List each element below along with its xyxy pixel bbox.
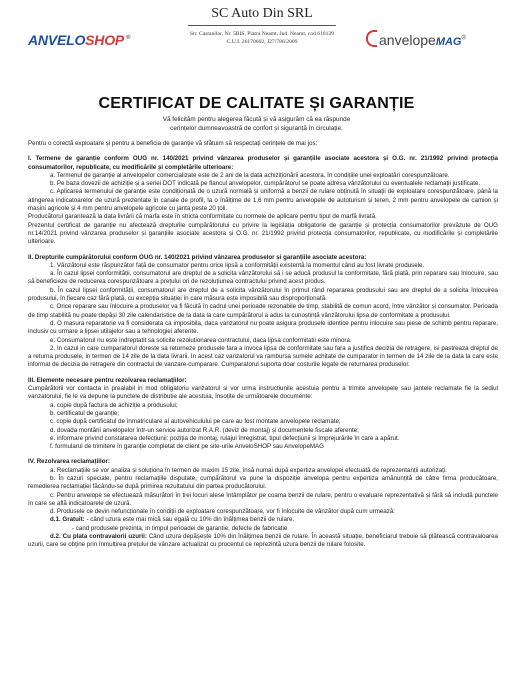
logo-right-accent: MAG [435, 36, 462, 48]
d2-label: d.2. Cu plata contravalorii uzurii: [50, 533, 147, 541]
subtitle-line-1: Vă felicităm pentru alegerea făcută și vă asigurăm că ea răspunde [162, 116, 351, 123]
subtitle-line-2: cerințelor dumneavoastră de confort și siguranță în circulație. [170, 124, 343, 132]
section-4-item-a: a. Reclamațiile se vor analiza și soluționa în termen de maxim 15 zile, însă numai după expertiza anvelopei efectuată de reprezentanții autorizați. [50, 466, 447, 474]
section-1-item-c: c. Aplicarea termenului de garanție este condiționată de o uzură normală și uniformă a benzii de rulare obținută în situații de exploatare corespunzătoare, până la atingerea indicatoarelor de uzură prezentate în canale de profil, la o înălțime de 1,6 mm pentru anvelopele de autoturism și teren, 2 mm pentru anvelopele de camion și mașini agricole și 4 mm pentru anvelopele agricole cu janta peste 20 țoli. [28, 188, 498, 213]
section-1-paragraph-1: Producătorul garantează la data livrării că marfa este în stricta conformitate cu normele de aplicare pentru tipul de marfă livrată. [28, 213, 377, 221]
d1-text: - când uzura este mai mică sau egală cu 10% din înălțimea benzii de rulare. [86, 516, 295, 524]
section-1-item-b: b. Pe baza dovezii de achiziție și a seriei DOT indicată pe flancul anvelopelor, cumpărătorul se poate adresa vânzătorului cu eventualele reclamații justificate. [50, 180, 481, 188]
section-4-item-d: d. Produsele ce devin nefuncționale în condiții de exploatare corespunzătoare, vor fi înlocuite de vânzător după cum urmează: [50, 508, 395, 516]
section-4-item-d2 [28, 533, 498, 550]
section-3-item-d: d. dovada montării anvelopelor într-un service autorizat R.A.R. (deviz de montaj) și documentele fiscale aferente; [50, 426, 359, 434]
section-2-item-d: d. O masura reparatorie va fi considerata ca imposibila, daca vanzatorul nu poate asigura produsele identice pentru inlocuire sau piese de schimb pentru reparare, inclusiv cu urmare a lipsei utilajelor sau a tehnologiei aferente. [28, 319, 498, 336]
logo-right-reg: ® [461, 35, 466, 42]
company-cui: C.U.I. 26170602, J27/786/2009 [226, 39, 298, 45]
d2-text: Când uzura depășește 10% din înălțimea benzii de rulare. În această situație, beneficiarul trebuie să plătească contravaloarea uzurii, care se obține prin înmulțirea prețului de vânzare actualizat cu procentul ce reprezintă uzura benzii de rulare folosite. [28, 533, 498, 549]
section-3-item-b: b. certificatul de garanție; [50, 409, 120, 417]
company-name: SC Auto Din SRL [188, 6, 336, 26]
company-address: Str. Castanilor, Nr. 5BIS, Piatra Neamt, Jud. Neamt, cod 610139 [190, 31, 334, 37]
section-4-heading: IV. Rezolvarea reclamațiilor: [28, 458, 110, 466]
intro-text: Pentru o corectă exploatare și pentru a beneficia de garanție vă sfătuim să respectați cerințele de mai jos: [28, 140, 318, 147]
section-2-item-b: b. În cazul lipsei conformității, consumatorul are dreptul de a solicita vânzătorului în primul rând repararea produsului sau are dreptul de a solicita înlocuirea produsului, în fiecare caz fără plată, cu excepția situației în care măsura este imposibilă sau disproporționată. [28, 286, 498, 303]
section-1-paragraph-2: Prezentul certificat de garanție nu afectează drepturile cumpărătorului cu privire la legislația obligatorie de garanție și protecția consumatorilor prevăzute de OUG nr.14/2021 privind vânzarea produselor și garanțiile asociate acestora și O.G. nr. 21/1992 privind protecția consumatorilor, republicate, cu modificările și completările ulterioare. [28, 221, 498, 246]
section-4-item-b: b. În cazuri speciale, pentru reclamațiile disputate, cumpărătorul va pune la dispoziție anvelopa pentru expertiza amănunțită de către firma producătoare, remedierea reclamației făcându-se după primirea rezultatului din partea producătorului. [28, 474, 498, 491]
section-2-item-e: e. Consumatorul nu este indreptatit sa solicite rezolutionarea contractului, daca lipsa conformitatii este minora. [50, 336, 352, 344]
logo-right-main: anvelope [379, 32, 436, 48]
section-3-item-e: e. informare privind constatarea defecțiunii: poziția de montaj, rulajul înregistrat, tipul defecțiunii și împrejurările în care a apărut. [50, 434, 400, 442]
logo-left-reg: ® [126, 35, 131, 42]
section-3-intro: Cumpărătorii vor contacta in prealabil in mod obligatoriu vanzatorul si vor urma instructiunile acestuia pentru a trimite anvelopele sau jantele reclamate fie la sediul vanzatorului, fie le va depune la punctele de distributie ale acestuia, însoțite de următoarele documente: [28, 385, 498, 401]
anveloshop-logo [28, 32, 130, 48]
logo-left-main: ANVELO [28, 32, 86, 48]
bracket-icon [366, 30, 377, 47]
letterhead [0, 0, 513, 78]
company-block [182, 6, 342, 46]
subtitle [0, 116, 513, 133]
page-title: CERTIFICAT DE CALITATE ȘI GARANȚIE [98, 95, 415, 112]
section-2-item-1: 1. Vânzătorul este răspunzător față de consumator pentru orice lipsă a conformității existentă la momentul când au fost livrate produsele. [50, 261, 425, 269]
logo-left-accent: SHOP [85, 32, 125, 48]
section-2-item-c: c. Orice reparare sau înlocuire a produselor va fi făcută în cadrul unei perioade rezonabile de timp, stabilită de comun acord, între vânzător și consumator. Perioada de timp stabilită nu poate depăși 30 zile calendaristice de la data la care cumpărătorul a adus la cunoștință vânzătorului lipsa de conformitate a produsului. [28, 303, 498, 319]
section-1-item-a: a. Termenul de garanție al anvelopelor comercializate este de 2 ani de la data achiziționării acestora, în condițiile unei exploatări corespunzătoare. [50, 171, 450, 179]
anvelopemag-logo [366, 30, 466, 48]
section-2-heading: II. Drepturile cumpărătorului conform OUG nr. 140/2021 privind vânzarea produselor și garanțiile asociate acestora: [28, 253, 367, 261]
section-3-item-c: c. copie după certificatul de înmatriculare al autovehiculului pe care au fost montate anvelopele reclamate; [50, 418, 341, 426]
d1-label: d.1. Gratuit: [50, 516, 85, 524]
section-4-item-d1 [28, 516, 498, 524]
section-3-item-f: f. formularul de trimitere în garanție completat de client pe site-urile AnveloSHOP sau AnvelopeMAG [50, 443, 324, 451]
section-4-item-c: c. Pentru anvelope se efectuează măsurători în trei locuri alese întâmplător pe coama benzii de rulare, pentru o evaluare reprezentativă și fără să includă punctele în care se află indicatoarele de uzură. [28, 491, 498, 507]
section-2-item-2: 2. In cazul in care cumparatorul doreste sa returneze produsele fara a invoca lipsa de conformitate sau fara a justifica decizia de retragere, isi pastreaza dreptul de a returna produsele, in termen de 14 zile de la data livrarii. In acest caz vanzatorul va rambursa sumele achitate de cumparator in termen de 14 zile de la data la care este informat de decizia de retragere din contractul de vanzare-cumparare. Cumparatorul suporta doar costurile legate de returnarea produselor. [28, 344, 498, 369]
certificate-body [28, 140, 498, 550]
section-1-heading: I. Termene de garanție conform OUG nr. 140/2021 privind vânzarea produselor și garanțiile asociate acestora și O.G. nr. 21/1992 privind protecția consumatorilor, republicate, cu modificările și completările ulterioare: [28, 155, 498, 171]
section-3-heading: III. Elemente necesare pentru rezolvarea reclamațiilor: [28, 376, 187, 384]
section-2-item-a: a. În cazul lipsei conformității, consumatorul are dreptul de a solicita vânzătorului să i se aducă produsul la conformitate, fără plată, prin reparare sau înlocuire, sau să beneficieze de reducerea corespunzătoare a prețului ori de rezoluțiunea contractului privind acest produs. [28, 270, 498, 286]
section-4-item-d1-2: - cand produsele prezinta, in timpul perioadei de garantie, defecte de fabricatie [72, 524, 288, 532]
section-3-item-a: a. copie după factura de achiziție a produsului; [50, 401, 178, 409]
